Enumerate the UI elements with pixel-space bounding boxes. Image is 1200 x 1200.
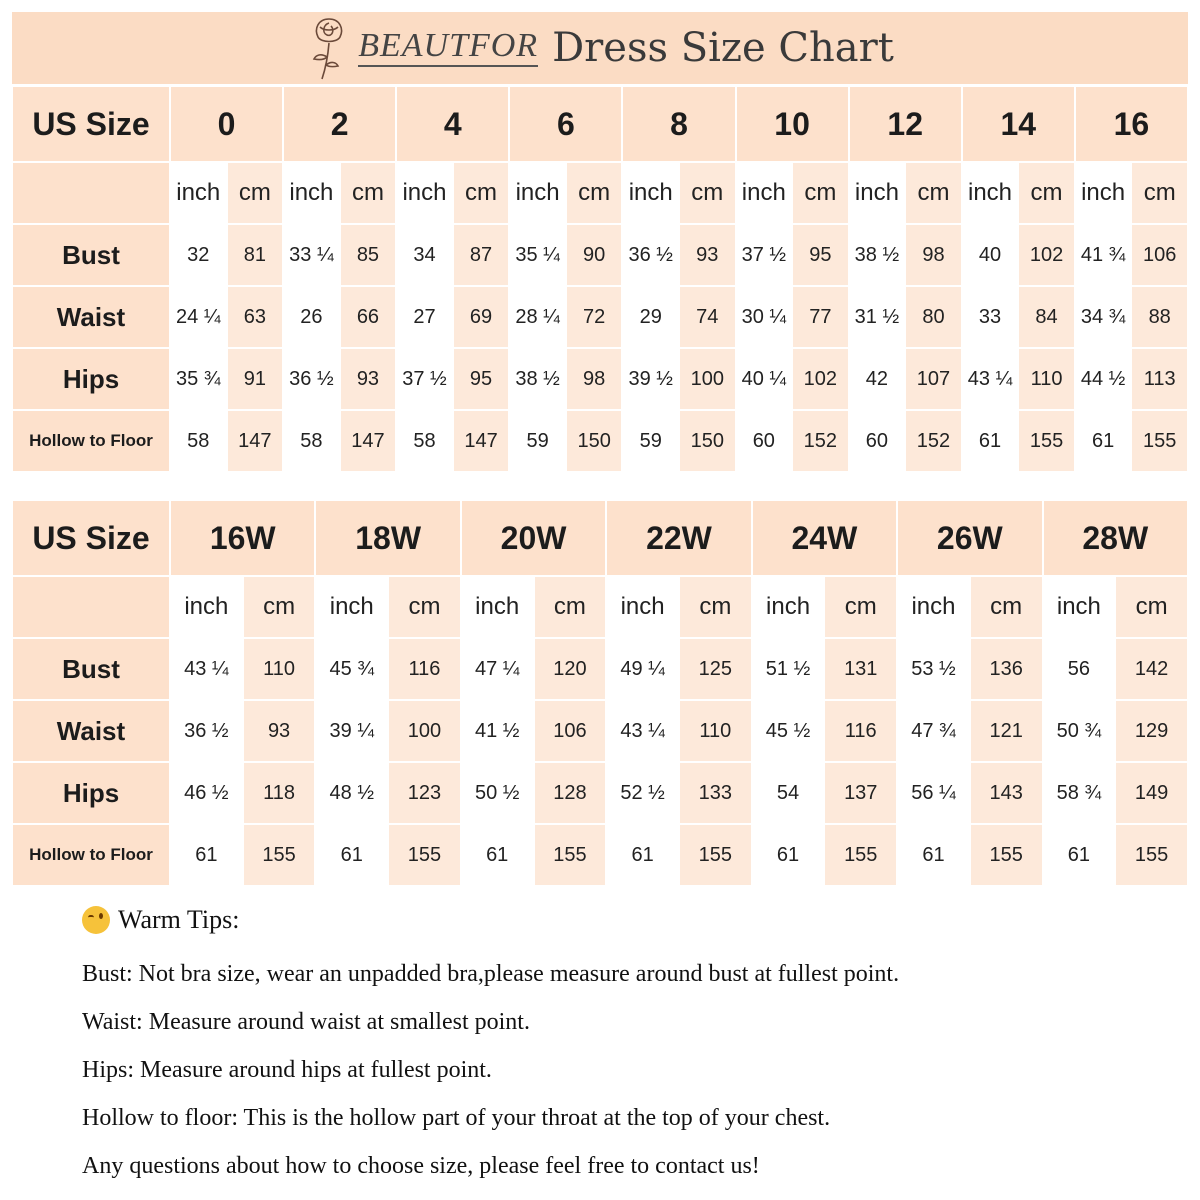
cell-cm: 100: [388, 700, 461, 762]
cell-inch: 43 ¼: [606, 700, 679, 762]
row-label-waist: Waist: [12, 286, 170, 348]
cell-inch: 50 ¾: [1043, 700, 1116, 762]
cell-inch: 59: [509, 410, 566, 472]
cell-inch: 61: [315, 824, 388, 886]
size-22w: 22W: [606, 500, 751, 576]
size-14: 14: [962, 86, 1075, 162]
cell-cm: 91: [227, 348, 284, 410]
cell-cm: 152: [905, 410, 962, 472]
unit-inch: inch: [736, 162, 793, 224]
tips-title: Warm Tips:: [118, 905, 240, 934]
unit-row: [12, 576, 1188, 638]
size-20w: 20W: [461, 500, 606, 576]
cell-cm: 87: [453, 224, 510, 286]
unit-row: [12, 162, 1188, 224]
cell-inch: 29: [622, 286, 679, 348]
cell-inch: 59: [622, 410, 679, 472]
us-size-label: US Size: [12, 500, 170, 576]
cell-inch: 51 ½: [752, 638, 825, 700]
cell-cm: 155: [388, 824, 461, 886]
cell-cm: 88: [1131, 286, 1188, 348]
cell-inch: 58 ¾: [1043, 762, 1116, 824]
size-24w: 24W: [752, 500, 897, 576]
cell-inch: 61: [170, 824, 243, 886]
row-label-bust: Bust: [12, 638, 170, 700]
unit-inch: inch: [461, 576, 534, 638]
cell-cm: 123: [388, 762, 461, 824]
cell-cm: 131: [824, 638, 897, 700]
cell-cm: 113: [1131, 348, 1188, 410]
size-8: 8: [622, 86, 735, 162]
cell-inch: 48 ½: [315, 762, 388, 824]
size-0: 0: [170, 86, 283, 162]
cell-inch: 36 ½: [283, 348, 340, 410]
size-16w: 16W: [170, 500, 315, 576]
unit-inch: inch: [897, 576, 970, 638]
cell-inch: 30 ¼: [736, 286, 793, 348]
row-label-hollow-to-floor: Hollow to Floor: [12, 410, 170, 472]
cell-inch: 28 ¼: [509, 286, 566, 348]
cell-inch: 58: [396, 410, 453, 472]
cell-cm: 106: [534, 700, 607, 762]
cell-inch: 61: [461, 824, 534, 886]
size-6: 6: [509, 86, 622, 162]
cell-cm: 142: [1115, 638, 1188, 700]
cell-cm: 155: [243, 824, 316, 886]
cell-inch: 38 ½: [509, 348, 566, 410]
cell-cm: 100: [679, 348, 736, 410]
unit-cm: cm: [970, 576, 1043, 638]
unit-inch: inch: [396, 162, 453, 224]
cell-cm: 147: [340, 410, 397, 472]
cell-inch: 34: [396, 224, 453, 286]
unit-inch: inch: [315, 576, 388, 638]
cell-cm: 150: [679, 410, 736, 472]
cell-inch: 37 ½: [736, 224, 793, 286]
cell-cm: 129: [1115, 700, 1188, 762]
cell-inch: 54: [752, 762, 825, 824]
cell-cm: 90: [566, 224, 623, 286]
brand-block: [306, 13, 894, 83]
cell-cm: 152: [792, 410, 849, 472]
row-label-hips: Hips: [12, 762, 170, 824]
unit-row-blank: [12, 162, 170, 224]
cell-cm: 143: [970, 762, 1043, 824]
cell-inch: 60: [849, 410, 906, 472]
cell-inch: 47 ¾: [897, 700, 970, 762]
unit-cm: cm: [227, 162, 284, 224]
row-bust: [12, 638, 1188, 700]
tip-hollow-to-floor: Hollow to floor: This is the hollow part of your throat at the top of your chest.: [82, 1105, 831, 1131]
cell-cm: 147: [227, 410, 284, 472]
size-12: 12: [849, 86, 962, 162]
cell-inch: 35 ¼: [509, 224, 566, 286]
cell-cm: 80: [905, 286, 962, 348]
cell-cm: 93: [340, 348, 397, 410]
cell-inch: 56 ¼: [897, 762, 970, 824]
unit-cm: cm: [679, 162, 736, 224]
size-10: 10: [736, 86, 849, 162]
unit-inch: inch: [170, 162, 227, 224]
unit-inch: inch: [606, 576, 679, 638]
tip-hips: Hips: Measure around hips at fullest point.: [82, 1057, 492, 1083]
cell-inch: 61: [752, 824, 825, 886]
size-28w: 28W: [1043, 500, 1188, 576]
row-label-waist: Waist: [12, 700, 170, 762]
cell-cm: 110: [679, 700, 752, 762]
size-26w: 26W: [897, 500, 1042, 576]
unit-cm: cm: [1018, 162, 1075, 224]
cell-inch: 60: [736, 410, 793, 472]
cell-cm: 155: [1115, 824, 1188, 886]
cell-cm: 110: [1018, 348, 1075, 410]
unit-inch: inch: [170, 576, 243, 638]
cell-cm: 155: [824, 824, 897, 886]
cell-cm: 107: [905, 348, 962, 410]
cell-cm: 84: [1018, 286, 1075, 348]
cell-inch: 58: [283, 410, 340, 472]
cell-inch: 24 ¼: [170, 286, 227, 348]
cell-cm: 155: [970, 824, 1043, 886]
cell-inch: 50 ½: [461, 762, 534, 824]
size-2: 2: [283, 86, 396, 162]
cell-cm: 69: [453, 286, 510, 348]
cell-inch: 32: [170, 224, 227, 286]
cell-cm: 102: [1018, 224, 1075, 286]
unit-inch: inch: [509, 162, 566, 224]
cell-cm: 125: [679, 638, 752, 700]
cell-cm: 63: [227, 286, 284, 348]
cell-cm: 155: [1018, 410, 1075, 472]
winking-face-icon: [82, 906, 110, 934]
chart-title: Dress Size Chart: [552, 25, 894, 71]
size-4: 4: [396, 86, 509, 162]
cell-cm: 155: [679, 824, 752, 886]
cell-cm: 137: [824, 762, 897, 824]
cell-cm: 93: [243, 700, 316, 762]
cell-inch: 26: [283, 286, 340, 348]
unit-inch: inch: [1043, 576, 1116, 638]
brand-name: BEAUTFOR: [358, 29, 538, 67]
row-waist: [12, 700, 1188, 762]
cell-inch: 41 ½: [461, 700, 534, 762]
unit-cm: cm: [243, 576, 316, 638]
unit-cm: cm: [792, 162, 849, 224]
unit-cm: cm: [1115, 576, 1188, 638]
cell-cm: 74: [679, 286, 736, 348]
cell-cm: 128: [534, 762, 607, 824]
cell-cm: 95: [453, 348, 510, 410]
chart-header: [12, 12, 1188, 84]
cell-inch: 52 ½: [606, 762, 679, 824]
cell-inch: 39 ¼: [315, 700, 388, 762]
unit-inch: inch: [752, 576, 825, 638]
cell-inch: 58: [170, 410, 227, 472]
unit-cm: cm: [679, 576, 752, 638]
unit-cm: cm: [453, 162, 510, 224]
cell-inch: 61: [962, 410, 1019, 472]
unit-cm: cm: [905, 162, 962, 224]
cell-inch: 38 ½: [849, 224, 906, 286]
tip-contact: Any questions about how to choose size, please feel free to contact us!: [82, 1153, 760, 1179]
size-16: 16: [1075, 86, 1188, 162]
cell-inch: 35 ¾: [170, 348, 227, 410]
unit-inch: inch: [962, 162, 1019, 224]
cell-inch: 53 ½: [897, 638, 970, 700]
cell-cm: 106: [1131, 224, 1188, 286]
size-table-plus: [12, 500, 1188, 886]
cell-inch: 43 ¼: [170, 638, 243, 700]
cell-cm: 133: [679, 762, 752, 824]
row-label-hollow-to-floor: Hollow to Floor: [12, 824, 170, 886]
cell-inch: 46 ½: [170, 762, 243, 824]
cell-inch: 33 ¼: [283, 224, 340, 286]
cell-cm: 85: [340, 224, 397, 286]
cell-inch: 49 ¼: [606, 638, 679, 700]
tips-heading: [82, 900, 1142, 940]
row-label-bust: Bust: [12, 224, 170, 286]
cell-cm: 81: [227, 224, 284, 286]
unit-cm: cm: [824, 576, 897, 638]
cell-cm: 147: [453, 410, 510, 472]
row-hollow-to-floor: [12, 824, 1188, 886]
cell-cm: 155: [1131, 410, 1188, 472]
rose-logo-icon: [306, 13, 352, 83]
cell-inch: 40: [962, 224, 1019, 286]
cell-inch: 37 ½: [396, 348, 453, 410]
size-header-row: [12, 500, 1188, 576]
cell-cm: 150: [566, 410, 623, 472]
unit-cm: cm: [534, 576, 607, 638]
cell-inch: 47 ¼: [461, 638, 534, 700]
row-hips: [12, 762, 1188, 824]
cell-cm: 116: [824, 700, 897, 762]
cell-cm: 102: [792, 348, 849, 410]
cell-inch: 33: [962, 286, 1019, 348]
unit-cm: cm: [340, 162, 397, 224]
row-hollow-to-floor: [12, 410, 1188, 472]
cell-inch: 44 ½: [1075, 348, 1132, 410]
tip-bust: Bust: Not bra size, wear an unpadded bra,please measure around bust at fullest point.: [82, 961, 900, 987]
cell-inch: 41 ¾: [1075, 224, 1132, 286]
cell-cm: 120: [534, 638, 607, 700]
cell-cm: 72: [566, 286, 623, 348]
cell-inch: 36 ½: [622, 224, 679, 286]
cell-inch: 40 ¼: [736, 348, 793, 410]
cell-inch: 61: [1075, 410, 1132, 472]
cell-cm: 98: [905, 224, 962, 286]
cell-cm: 77: [792, 286, 849, 348]
cell-cm: 110: [243, 638, 316, 700]
size-header-row: [12, 86, 1188, 162]
cell-inch: 42: [849, 348, 906, 410]
row-waist: [12, 286, 1188, 348]
cell-cm: 136: [970, 638, 1043, 700]
cell-cm: 149: [1115, 762, 1188, 824]
cell-inch: 61: [1043, 824, 1116, 886]
unit-cm: cm: [566, 162, 623, 224]
unit-cm: cm: [388, 576, 461, 638]
cell-inch: 43 ¼: [962, 348, 1019, 410]
warm-tips: [82, 900, 1142, 1190]
cell-inch: 61: [606, 824, 679, 886]
unit-cm: cm: [1131, 162, 1188, 224]
cell-inch: 45 ¾: [315, 638, 388, 700]
tip-waist: Waist: Measure around waist at smallest point.: [82, 1009, 530, 1035]
size-18w: 18W: [315, 500, 460, 576]
unit-inch: inch: [849, 162, 906, 224]
row-bust: [12, 224, 1188, 286]
cell-inch: 31 ½: [849, 286, 906, 348]
cell-cm: 66: [340, 286, 397, 348]
unit-inch: inch: [1075, 162, 1132, 224]
cell-inch: 39 ½: [622, 348, 679, 410]
cell-inch: 27: [396, 286, 453, 348]
unit-row-blank: [12, 576, 170, 638]
cell-cm: 95: [792, 224, 849, 286]
size-table-standard: [12, 86, 1188, 472]
unit-inch: inch: [622, 162, 679, 224]
cell-inch: 45 ½: [752, 700, 825, 762]
cell-cm: 116: [388, 638, 461, 700]
cell-cm: 118: [243, 762, 316, 824]
cell-inch: 56: [1043, 638, 1116, 700]
cell-cm: 98: [566, 348, 623, 410]
cell-cm: 93: [679, 224, 736, 286]
cell-cm: 121: [970, 700, 1043, 762]
cell-cm: 155: [534, 824, 607, 886]
us-size-label: US Size: [12, 86, 170, 162]
cell-inch: 61: [897, 824, 970, 886]
cell-inch: 36 ½: [170, 700, 243, 762]
row-label-hips: Hips: [12, 348, 170, 410]
unit-inch: inch: [283, 162, 340, 224]
cell-inch: 34 ¾: [1075, 286, 1132, 348]
row-hips: [12, 348, 1188, 410]
